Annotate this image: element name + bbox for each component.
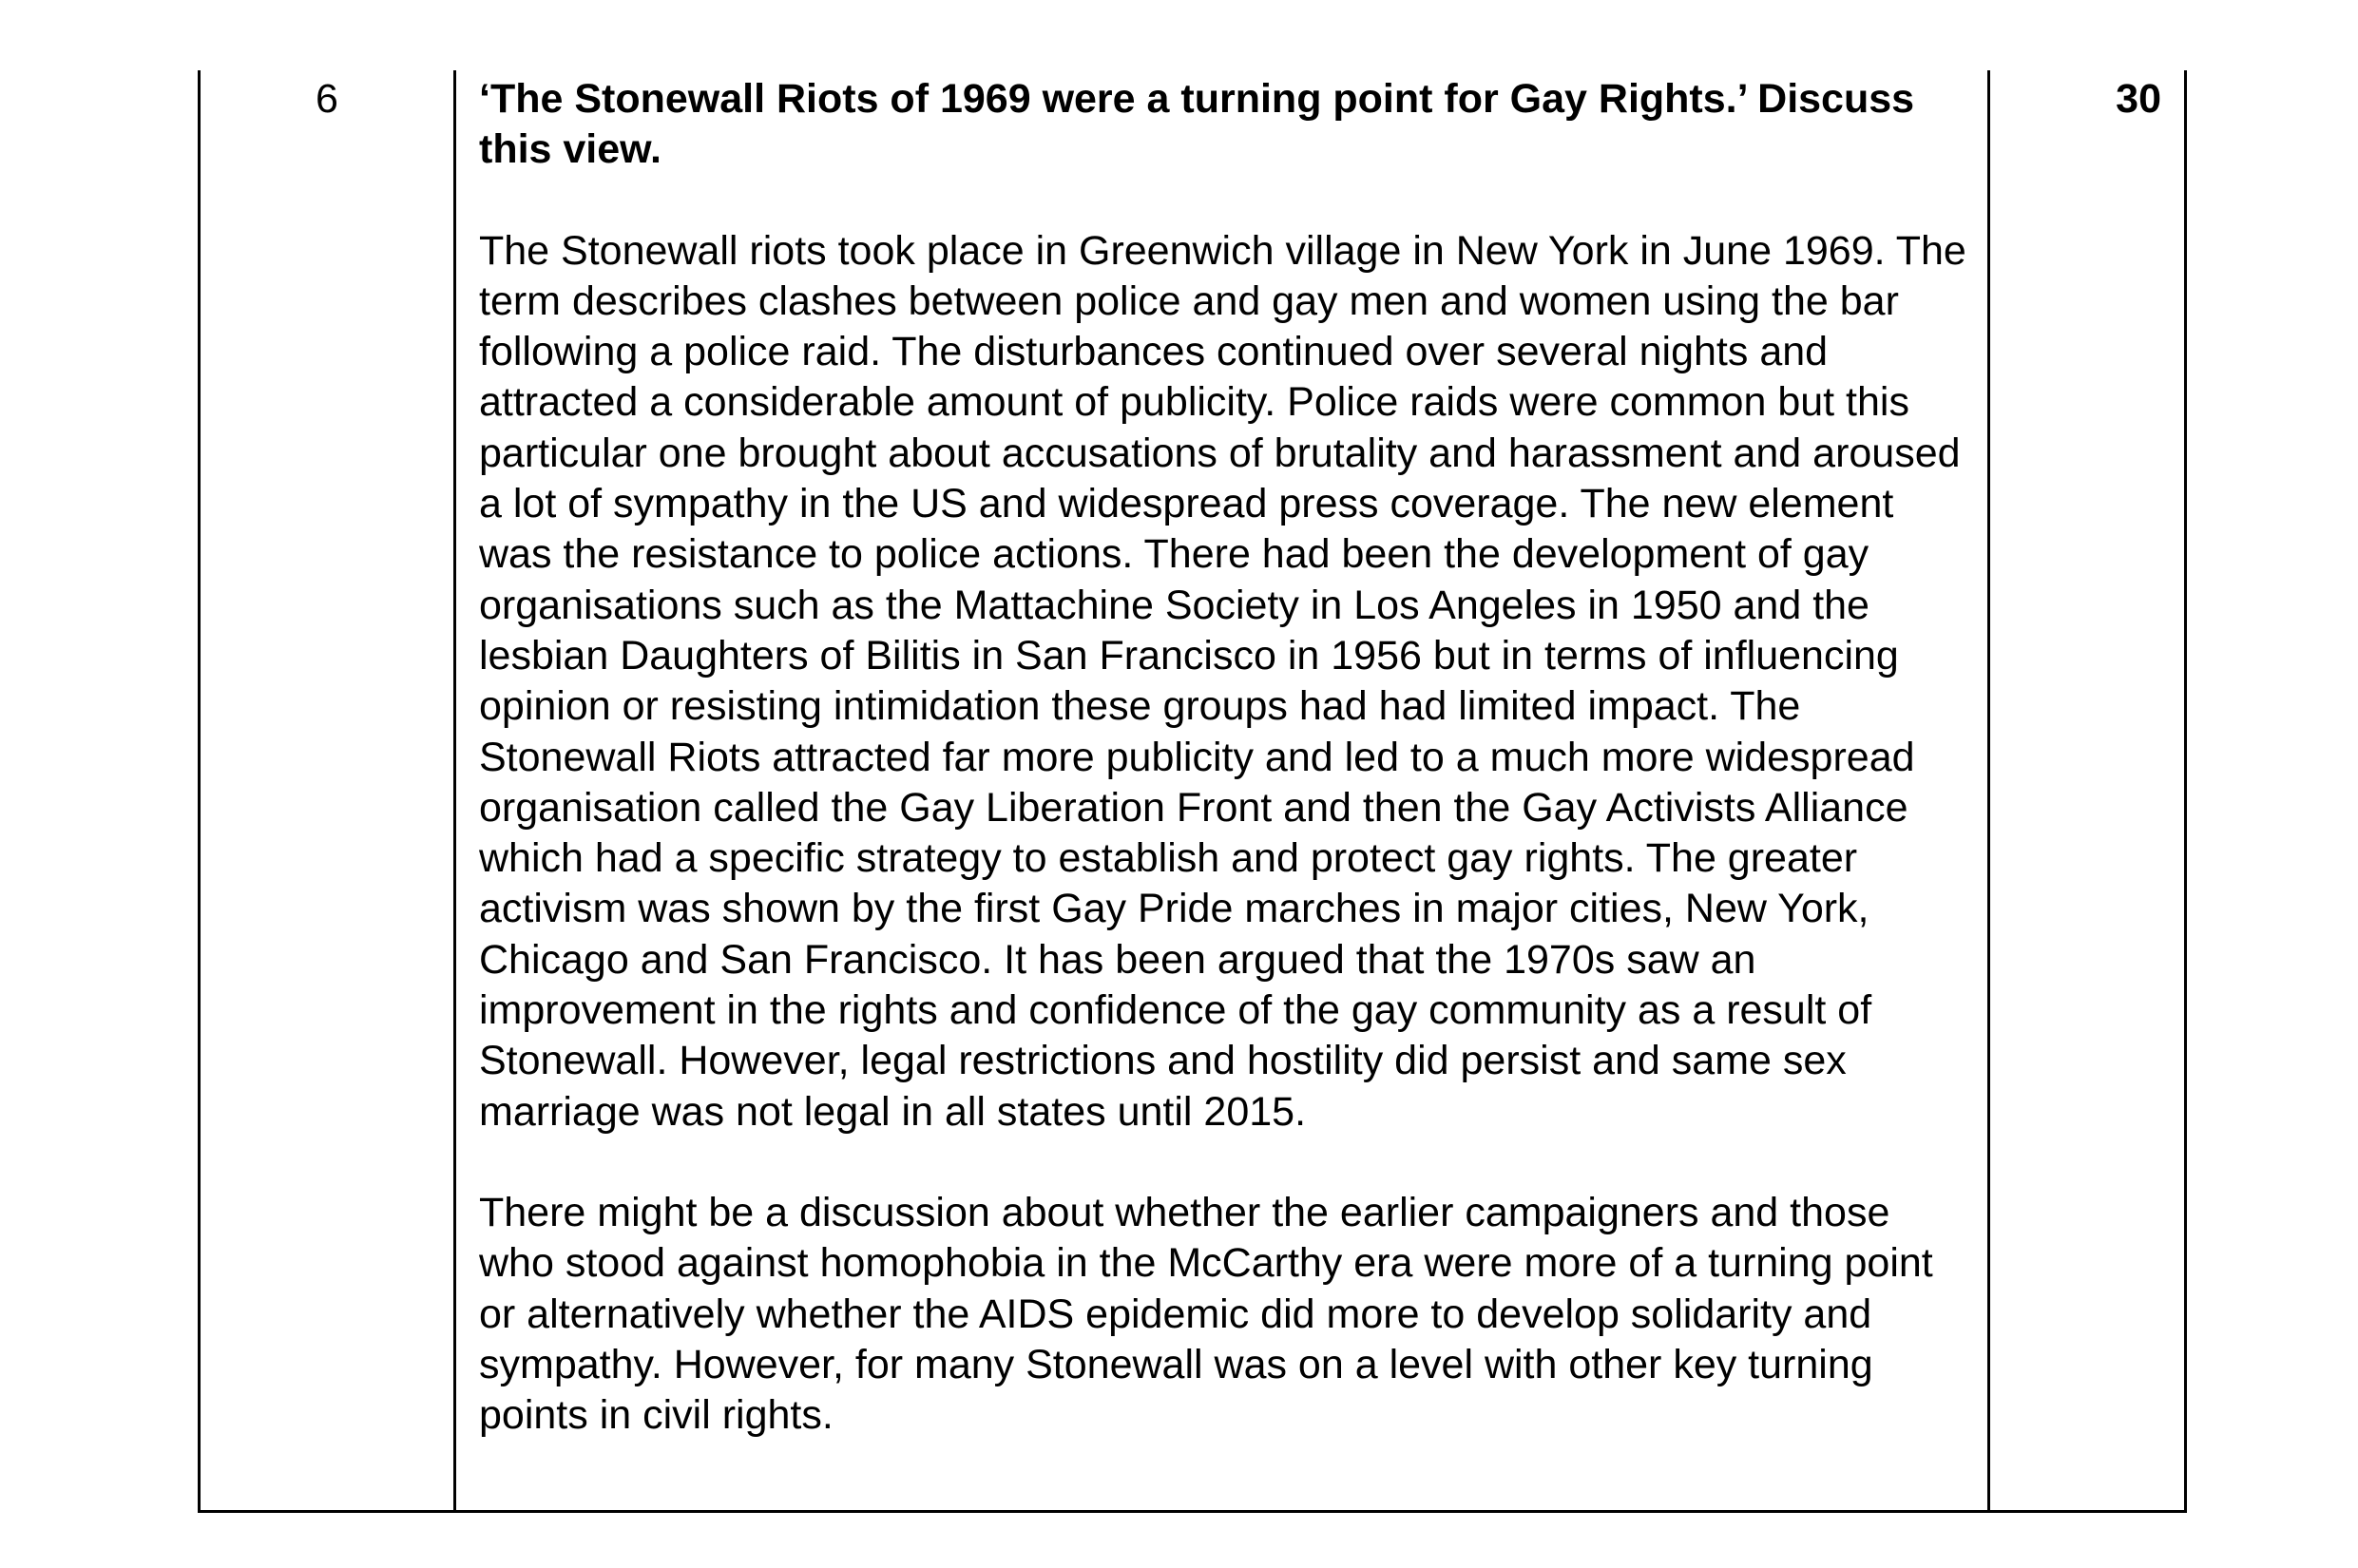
marks-value: 30 bbox=[2116, 76, 2161, 122]
marks-cell bbox=[1990, 70, 2184, 1510]
mark-scheme-table bbox=[198, 70, 2187, 1513]
guidance-paragraph-2: There might be a discussion about whether the earlier campaigners and those who stood against homophobia in the McCarthy era were more of a turning point or alternatively whether the AIDS epidemic did more to develop solidarity and sympathy. However, for many Stonewall was on a level with other key turning points in civil rights. bbox=[479, 1189, 1933, 1439]
question-text: ‘The Stonewall Riots of 1969 were a turning point for Gay Rights.’ Discuss this view. bbox=[479, 76, 1915, 173]
question-number-cell bbox=[201, 70, 456, 1510]
guidance-cell bbox=[456, 70, 1990, 1510]
question-number: 6 bbox=[316, 76, 338, 122]
guidance-paragraph-1: The Stonewall riots took place in Greenwich village in New York in June 1969. The term describes clashes between police and gay men and women using the bar following a police raid. The disturbances continued over several nights and attracted a considerable amount of publicity. Police raids were common but this particular one brought about accusations of brutality and harassment and aroused a lot of sympathy in the US and widespread press coverage. The new element was the resistance to police actions. There had been the development of gay organisations such as the Mattachine Society in Los Angeles in 1950 and the lesbian Daughters of Bilitis in San Francisco in 1956 but in terms of influencing opinion or resisting intimidation these groups had had limited impact. The Stonewall Riots attracted far more publicity and led to a much more widespread organisation called the Gay Liberation Front and then the Gay Activists Alliance which had a specific strategy to establish and protect gay rights. The greater activism was shown by the first Gay Pride marches in major cities, New York, Chicago and San Francisco. It has been argued that the 1970s saw an improvement in the rights and confidence of the gay community as a result of Stonewall. However, legal restrictions and hostility did persist and same sex marriage was not legal in all states until 2015. bbox=[479, 227, 1966, 1135]
